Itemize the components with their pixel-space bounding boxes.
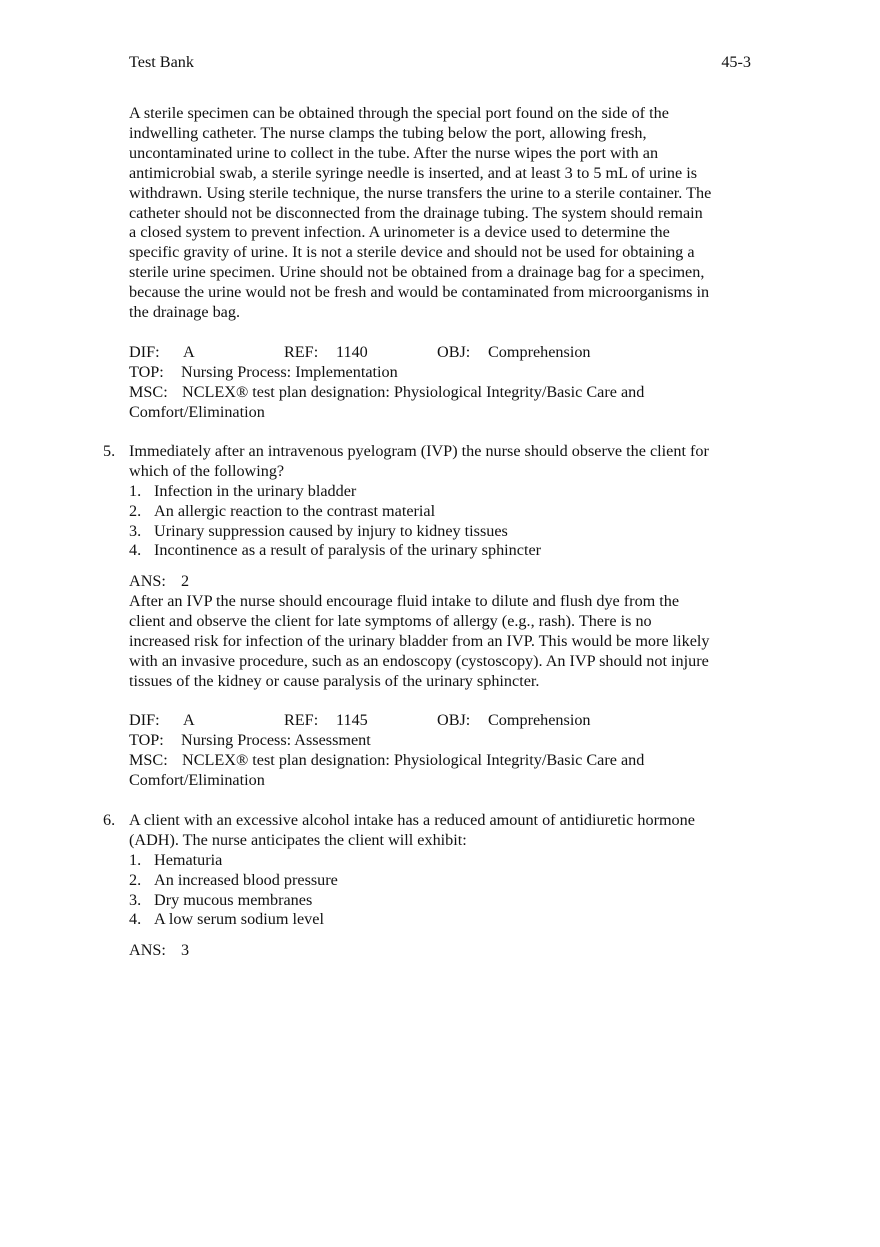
meta-row-msc-cont xyxy=(129,403,754,423)
meta-row-dif xyxy=(129,343,754,363)
meta-row-top xyxy=(129,731,754,751)
header-title: Test Bank xyxy=(129,53,194,71)
rationale-line: increased risk for infection of the urinary bladder from an IVP. This would be more likely xyxy=(129,631,710,650)
msc-label: MSC: xyxy=(129,382,168,401)
dif-label: DIF: xyxy=(129,343,160,361)
top-label: TOP: xyxy=(129,730,164,749)
option-text: Dry mucous membranes xyxy=(154,890,313,909)
dif-label: DIF: xyxy=(129,711,160,729)
option-number: 2. xyxy=(129,870,142,889)
option-text: Incontinence as a result of paralysis of the urinary sphincter xyxy=(154,541,542,560)
meta-row-top xyxy=(129,363,754,383)
answer-label: ANS: xyxy=(129,572,166,590)
ref-label: REF: xyxy=(284,711,319,729)
meta-row-msc xyxy=(129,751,754,771)
option-number: 3. xyxy=(129,890,142,909)
option-text: An allergic reaction to the contrast material xyxy=(154,501,436,520)
rationale-line: specific gravity of urine. It is not a sterile device and should not be used for obtaining a xyxy=(129,243,695,262)
rationale-line: a closed system to prevent infection. A urinometer is a device used to determine the xyxy=(129,223,670,242)
msc-value: NCLEX® test plan designation: Physiological Integrity/Basic Care and xyxy=(182,382,645,401)
rationale-line: the drainage bag. xyxy=(129,303,241,322)
answer-value: 2 xyxy=(181,572,190,590)
option-number: 3. xyxy=(129,521,142,540)
obj-value: Comprehension xyxy=(488,711,591,729)
option-number: 1. xyxy=(129,850,142,869)
question-stem xyxy=(129,442,759,561)
option-4 xyxy=(129,541,759,561)
option-text: A low serum sodium level xyxy=(154,910,324,929)
rationale-line: sterile urine specimen. Urine should not be obtained from a drainage bag for a specimen, xyxy=(129,263,705,282)
stem-line: (ADH). The nurse anticipates the client will exhibit: xyxy=(129,830,467,849)
top-value: Nursing Process: Implementation xyxy=(181,362,398,381)
answer-row xyxy=(129,572,754,592)
meta-row-msc xyxy=(129,383,754,403)
obj-value: Comprehension xyxy=(488,343,591,361)
rationale-line: with an invasive procedure, such as an endoscopy (cystoscopy). An IVP should not injure xyxy=(129,651,709,670)
msc-label: MSC: xyxy=(129,750,168,769)
obj-label: OBJ: xyxy=(437,343,471,361)
rationale-line: After an IVP the nurse should encourage fluid intake to dilute and flush dye from the xyxy=(129,591,680,610)
option-text: Infection in the urinary bladder xyxy=(154,481,357,500)
option-text: Hematuria xyxy=(154,850,223,869)
stem-line: Immediately after an intravenous pyelogram (IVP) the nurse should observe the client for xyxy=(129,442,709,460)
option-2 xyxy=(129,502,759,522)
rationale-line: withdrawn. Using sterile technique, the nurse transfers the urine to a sterile container. The xyxy=(129,183,712,202)
dif-value: A xyxy=(183,711,195,729)
option-4 xyxy=(129,910,759,930)
option-3 xyxy=(129,891,759,911)
option-1 xyxy=(129,482,759,502)
rationale-line: tissues of the kidney or cause paralysis of the urinary sphincter. xyxy=(129,671,540,690)
option-text: An increased blood pressure xyxy=(154,870,338,889)
ref-value: 1145 xyxy=(336,711,368,729)
rationale-line: because the urine would not be fresh and would be contaminated from microorganisms in xyxy=(129,283,710,302)
rationale-line: catheter should not be disconnected from the drainage tubing. The system should remain xyxy=(129,203,703,222)
meta-row-dif xyxy=(129,711,754,731)
msc-value-cont: Comfort/Elimination xyxy=(129,770,265,789)
q5-metadata xyxy=(129,711,754,791)
ref-value: 1140 xyxy=(336,343,368,361)
msc-value: NCLEX® test plan designation: Physiological Integrity/Basic Care and xyxy=(182,750,645,769)
question-stem xyxy=(129,811,759,930)
meta-row-msc-cont xyxy=(129,771,754,791)
option-number: 4. xyxy=(129,541,142,560)
q4-metadata xyxy=(129,343,754,423)
answer-label: ANS: xyxy=(129,941,166,959)
msc-value-cont: Comfort/Elimination xyxy=(129,402,265,421)
obj-label: OBJ: xyxy=(437,711,471,729)
option-number: 4. xyxy=(129,910,142,929)
answer-value: 3 xyxy=(181,941,190,959)
question-number: 5. xyxy=(103,442,116,460)
top-value: Nursing Process: Assessment xyxy=(181,730,371,749)
rationale-line: antimicrobial swab, a sterile syringe needle is inserted, and at least 3 to 5 mL of urine is xyxy=(129,163,698,182)
option-text: Urinary suppression caused by injury to kidney tissues xyxy=(154,521,508,540)
option-2 xyxy=(129,871,759,891)
option-number: 1. xyxy=(129,481,142,500)
page-number: 45-3 xyxy=(721,53,751,71)
rationale-line: uncontaminated urine to collect in the tube. After the nurse wipes the port with an xyxy=(129,143,659,162)
option-3 xyxy=(129,522,759,542)
top-label: TOP: xyxy=(129,362,164,381)
stem-line: which of the following? xyxy=(129,461,285,480)
option-1 xyxy=(129,851,759,871)
stem-line: A client with an excessive alcohol intake has a reduced amount of antidiuretic hormone xyxy=(129,811,695,829)
rationale-line: indwelling catheter. The nurse clamps the tubing below the port, allowing fresh, xyxy=(129,123,647,142)
q5-answer xyxy=(129,572,754,691)
rationale-line: client and observe the client for late symptoms of allergy (e.g., rash). There is no xyxy=(129,611,652,630)
answer-row xyxy=(129,941,754,961)
q6-answer xyxy=(129,941,754,961)
option-number: 2. xyxy=(129,501,142,520)
ref-label: REF: xyxy=(284,343,319,361)
dif-value: A xyxy=(183,343,195,361)
rationale-line: A sterile specimen can be obtained through the special port found on the side of the xyxy=(129,104,669,122)
question-number: 6. xyxy=(103,811,116,829)
q4-rationale xyxy=(129,104,754,323)
